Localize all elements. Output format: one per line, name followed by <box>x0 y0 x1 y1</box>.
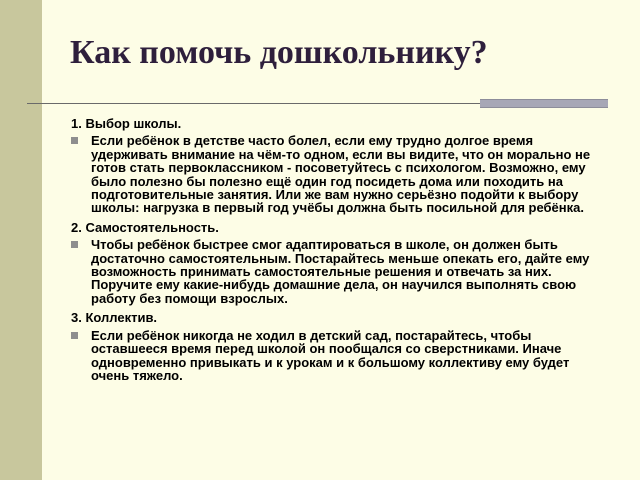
bullet-text: Если ребёнок в детстве часто болел, если ему трудно долгое время удерживать внимание на чём-то одном, если вы видите, что он морально не готов стать первоклассником - посоветуйтесь с психологом. Возможно, ему было полезно бы полезно ещё один год посидеть дома или походить на подготовительные занятия. Или же вам нужно серьёзно подойти к выбору школы: нагрузка в первый год учёбы должна быть посильной для ребёнка. <box>91 133 591 216</box>
section-school-choice <box>71 117 611 215</box>
section-independence <box>71 221 611 305</box>
square-bullet-icon <box>71 332 78 339</box>
bullet-item <box>71 134 611 214</box>
section-heading: 1. Выбор школы. <box>71 116 182 131</box>
title-divider-bar <box>480 99 608 108</box>
section-heading: 3. Коллектив. <box>71 310 158 326</box>
section-heading: 2. Самостоятельность. <box>71 219 219 235</box>
title-divider-line <box>27 103 483 104</box>
bullet-text: Чтобы ребёнок быстрее смог адаптироваться в школе, он должен быть достаточно самостоятельным. Постарайтесь меньше опекать его, дайте ему возможность принимать самостоятельные решения и отвечать за них. Поручите ему какие-нибудь домашние дела, он научился выполнять свою работу без помощи взрослых. <box>91 237 590 306</box>
square-bullet-icon <box>71 241 78 248</box>
square-bullet-icon <box>71 137 78 144</box>
left-decorative-band <box>0 0 42 480</box>
slide-title: Как помочь дошкольнику? <box>70 34 488 71</box>
slide-body <box>71 117 611 388</box>
bullet-item <box>71 238 611 305</box>
bullet-item <box>71 329 611 383</box>
bullet-text: Если ребёнок никогда не ходил в детский сад, постарайтесь, чтобы оставшееся время перед школой он пообщался со сверстниками. Иначе одновременно привыкать и к урокам и к большому коллективу ему будет очень тяжело. <box>91 327 570 383</box>
section-collective <box>71 311 611 382</box>
